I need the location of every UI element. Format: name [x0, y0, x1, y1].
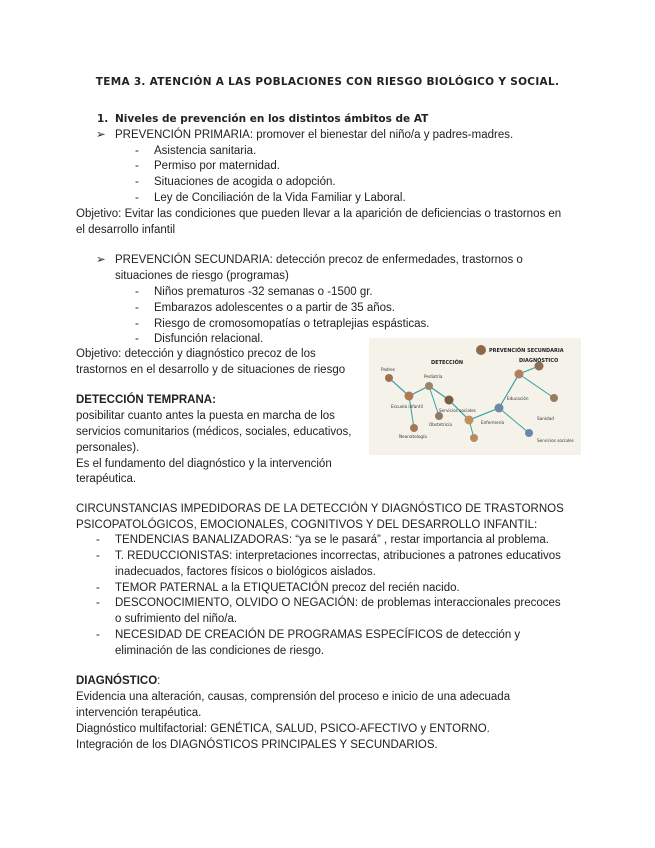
dash-bullet-icon: -: [135, 192, 139, 204]
section-heading: Niveles de prevención en los distintos ámbitos de AT: [115, 113, 429, 125]
dash-bullet-icon: -: [135, 333, 139, 345]
list-item-continuation: inadecuados, factores físicos o biológicos aislados.: [115, 566, 376, 578]
list-item: Niños prematuros -32 semanas o -1500 gr.: [154, 286, 373, 298]
list-item: TEMOR PATERNAL a la ETIQUETACIÓN precoz del recién nacido.: [115, 582, 460, 594]
deteccion-line: posibilitar cuanto antes la puesta en marcha de los: [76, 410, 335, 422]
list-item: Situaciones de acogida o adopción.: [154, 176, 336, 188]
diagnostico-line: intervención terapéutica.: [76, 707, 202, 719]
primaria-objetivo-line2: el desarrollo infantil: [76, 224, 176, 236]
diagram-label-deteccion: DETECCIÓN: [431, 360, 464, 366]
primaria-objetivo-line1: Objetivo: Evitar las condiciones que pueden llevar a la aparición de deficiencias o trastornos en: [76, 208, 562, 220]
list-item: T. REDUCCIONISTAS: interpretaciones incorrectas, atribuciones a patrones educativos: [115, 550, 561, 562]
dash-bullet-icon: -: [135, 176, 139, 188]
diagnostico-colon: :: [157, 675, 161, 687]
list-item: DESCONOCIMIENTO, OLVIDO O NEGACIÓN: de problemas interaccionales precoces: [115, 597, 561, 609]
diagram-node-circle: [470, 434, 478, 442]
diagram-node-label: Servicios sociales: [439, 408, 476, 413]
dash-bullet-icon: -: [135, 160, 139, 172]
dash-bullet-icon: -: [96, 534, 100, 546]
diagram-node-circle: [435, 412, 443, 420]
list-item: Embarazos adolescentes o a partir de 35 años.: [154, 302, 396, 314]
diagram-node-circle: [465, 416, 474, 425]
circunstancias-line2: PSICOPATOLÓGICOS, EMOCIONALES, COGNITIVOS Y DEL DESARROLLO INFANTIL:: [76, 519, 538, 531]
arrow-bullet-icon: ➢: [96, 254, 106, 266]
diagram-node-circle: [525, 429, 533, 437]
page-title: TEMA 3. ATENCIÓN A LAS POBLACIONES CON RIESGO BIOLÓGICO Y SOCIAL.: [95, 76, 560, 88]
dash-bullet-icon: -: [135, 302, 139, 314]
diagram-node-label: Escuela infantil: [391, 404, 423, 409]
list-item: Disfunción relacional.: [154, 333, 264, 345]
dash-bullet-icon: -: [135, 145, 139, 157]
prevention-diagram-svg: [369, 338, 581, 455]
primaria-text: PREVENCIÓN PRIMARIA: promover el bienestar del niño/a y padres-madres.: [115, 129, 514, 141]
diagram-label-secundaria: PREVENCIÓN SECUNDARIA: [489, 348, 564, 354]
diagram-node-circle: [515, 370, 524, 379]
circunstancias-line1: CIRCUNSTANCIAS IMPEDIDORAS DE LA DETECCIÓN Y DIAGNÓSTICO DE TRASTORNOS: [76, 503, 564, 515]
diagram-node-circle: [476, 345, 486, 355]
prevention-diagram: [369, 338, 581, 455]
deteccion-line: servicios comunitarios (médicos, sociales, educativos,: [76, 426, 352, 438]
secundaria-objetivo-line2: trastornos en el desarrollo y de situaciones de riesgo: [76, 364, 346, 376]
diagram-node-label: Pediatría: [424, 374, 443, 379]
deteccion-line: personales).: [76, 442, 140, 454]
diagnostico-line: Diagnóstico multifactorial: GENÉTICA, SALUD, PSICO-AFECTIVO y ENTORNO.: [76, 723, 490, 735]
arrow-bullet-icon: ➢: [96, 129, 106, 141]
diagram-node-label: Sanidad: [537, 416, 554, 421]
deteccion-heading: DETECCIÓN TEMPRANA:: [76, 394, 216, 406]
deteccion-line: Es el fundamento del diagnóstico y la intervención: [76, 458, 332, 470]
secundaria-line2: situaciones de riesgo (programas): [115, 270, 289, 282]
diagram-node-label: Neonatología: [399, 434, 427, 439]
dash-bullet-icon: -: [96, 550, 100, 562]
diagram-node-circle: [385, 374, 393, 382]
list-item: NECESIDAD DE CREACIÓN DE PROGRAMAS ESPECÍFICOS de detección y: [115, 629, 521, 641]
dash-bullet-icon: -: [135, 318, 139, 330]
list-item: Ley de Conciliación de la Vida Familiar y Laboral.: [154, 192, 406, 204]
diagram-node-circle: [425, 382, 433, 390]
diagnostico-heading-row: [76, 673, 160, 689]
dash-bullet-icon: -: [96, 582, 100, 594]
section-number: 1.: [97, 113, 109, 125]
secundaria-line1: PREVENCIÓN SECUNDARIA: detección precoz de enfermedades, trastornos o: [115, 254, 523, 266]
list-item-continuation: eliminación de las condiciones de riesgo.: [115, 645, 325, 657]
diagram-node-circle: [550, 394, 558, 402]
diagnostico-line: Evidencia una alteración, causas, comprensión del proceso e inicio de una adecuada: [76, 691, 511, 703]
diagram-node-label: Obstetricia: [429, 422, 452, 427]
list-item: Asistencia sanitaria.: [154, 145, 257, 157]
list-item: TENDENCIAS BANALIZADORAS: “ya se le pasará” , restar importancia al problema.: [115, 534, 549, 546]
dash-bullet-icon: -: [135, 286, 139, 298]
dash-bullet-icon: -: [96, 597, 100, 609]
diagram-node-circle: [495, 404, 504, 413]
diagram-node-label: Servicios sociales: [537, 438, 574, 443]
secundaria-objetivo-line1: Objetivo: detección y diagnóstico precoz de los: [76, 348, 316, 360]
diagnostico-heading: DIAGNÓSTICO: [76, 675, 158, 687]
diagram-node-label: Enfermería: [481, 420, 505, 425]
diagram-node-circle: [405, 392, 414, 401]
dash-bullet-icon: -: [96, 629, 100, 641]
diagnostico-line: Integración de los DIAGNÓSTICOS PRINCIPALES Y SECUNDARIOS.: [76, 739, 438, 751]
diagram-node-label: Educación: [507, 396, 529, 401]
diagram-node-circle: [445, 396, 454, 405]
list-item-continuation: o sufrimiento del niño/a.: [115, 613, 238, 625]
list-item: Riesgo de cromosomopatías o tetraplejias espásticas.: [154, 318, 430, 330]
diagram-label-diagnostico: DIAGNÓSTICO: [519, 358, 559, 364]
list-item: Permiso por maternidad.: [154, 160, 280, 172]
diagram-node-label: Padres: [381, 367, 395, 372]
deteccion-line: terapéutica.: [76, 473, 137, 485]
diagram-node-circle: [410, 424, 418, 432]
